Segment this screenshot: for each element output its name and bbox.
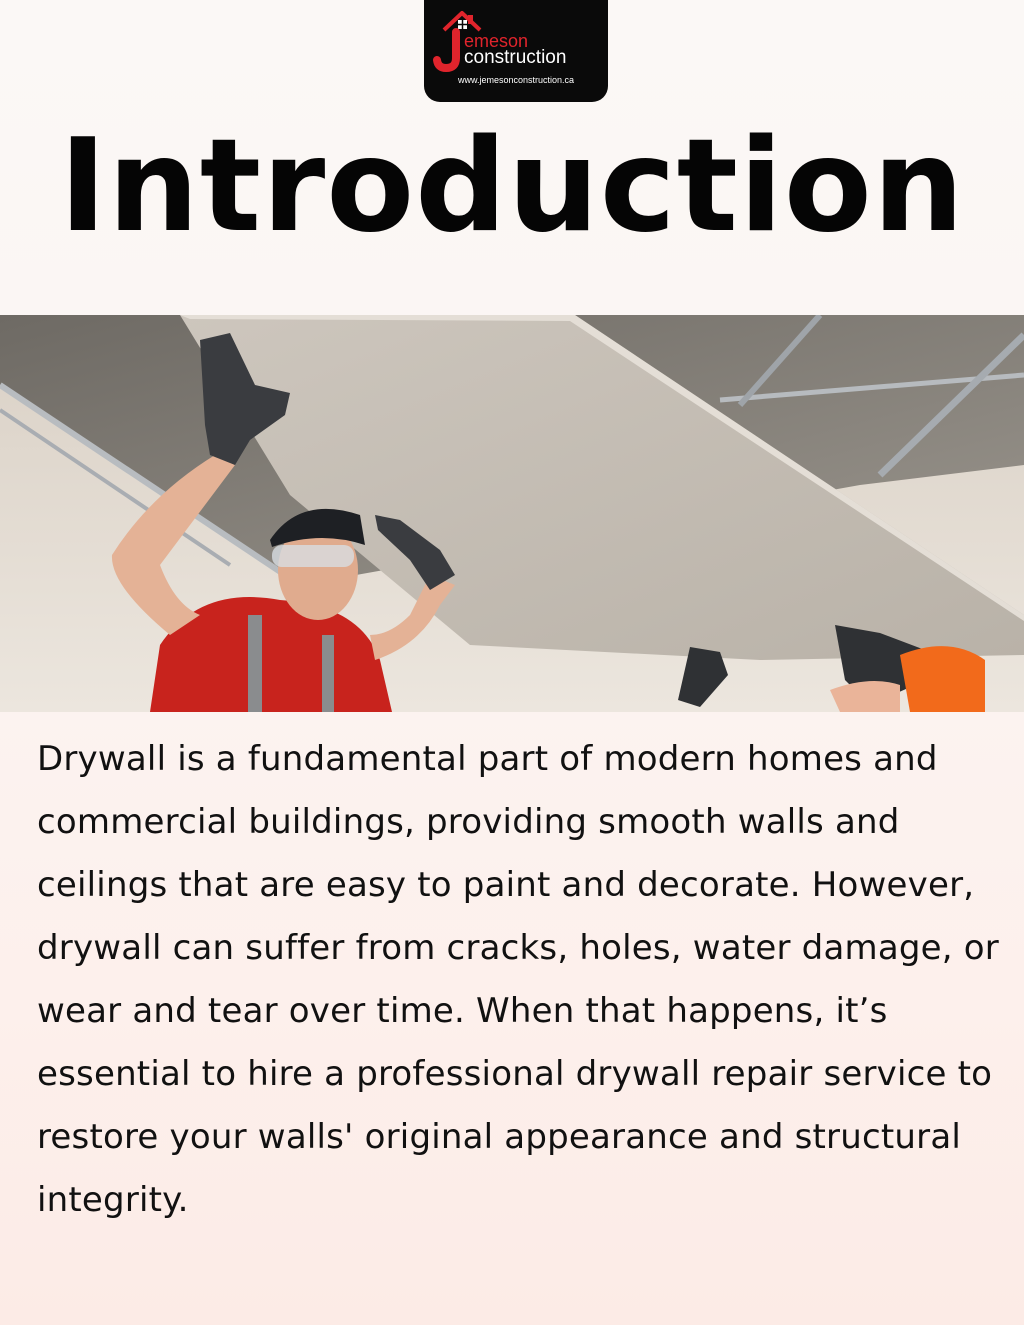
logo-word-emeson: emeson [464,31,529,51]
logo-word-construction: construction [464,47,567,68]
logo-url: www.jemesonconstruction.ca [457,75,575,85]
worker-installing-ceiling-drywall-photo [0,315,1024,712]
page-title: Introduction [59,112,965,261]
intro-paragraph: Drywall is a fundamental part of modern homes and commercial buildings, providing smooth walls and ceilings that are easy to paint and decorate. However, drywall can suffer from cracks, holes, water damage, or wear and tear over time. When that happens, it’s essential to hire a professional drywall repair service to restore your walls' original appearance and structural integrity. [37,739,999,1220]
company-logo[interactable] [424,0,608,102]
